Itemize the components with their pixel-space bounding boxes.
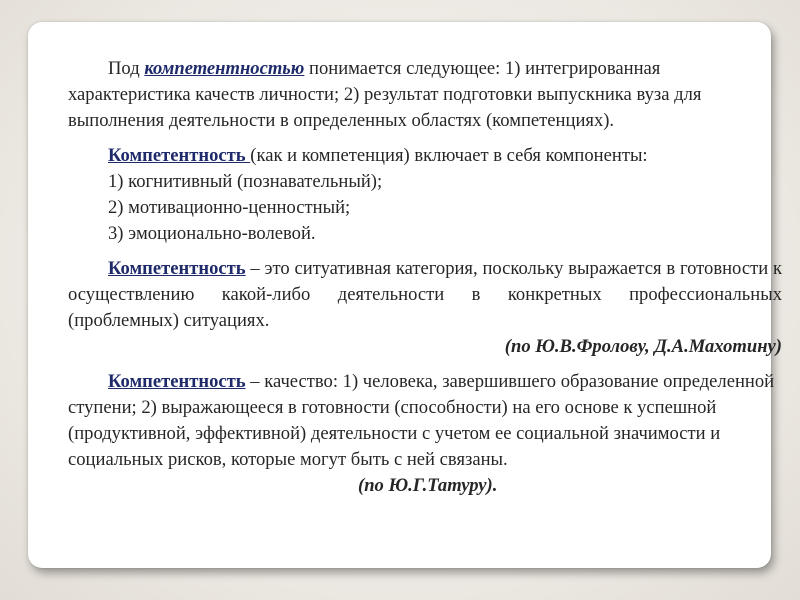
p3-text: – это ситуативная категория, поскольку выражается в готовности к осуществлению какой-либо деятельности в конкретных профессиональных (проблемных) ситуациях. [68, 258, 782, 331]
content-card [28, 22, 782, 568]
definition-paragraph-4 [68, 369, 782, 499]
component-item-3: 3) эмоционально-волевой. [108, 223, 316, 244]
p4-text: – качество: 1) человека, завершившего образование определенной ступени; 2) выражающееся в готовности (способности) на его основе к успешной (продуктивной, эффективной) деятельности с учетом ее социальной значимости и социальных рисков, которые могут быть с ней связаны. [68, 371, 775, 470]
p1-prefix: Под [108, 58, 145, 79]
term-competence-2: Компетентность [108, 145, 251, 166]
component-item-2: 2) мотивационно-ценностный; [108, 197, 351, 218]
definition-paragraph-2 [68, 143, 782, 169]
term-competence-4: Компетентность [108, 371, 246, 392]
definition-paragraph-1 [68, 56, 782, 134]
term-competence-3: Компетентность [108, 258, 246, 279]
p1-text: понимается следующее: 1) интегрированная характеристика качеств личности; 2) результат подготовки выпускника вуза для выполнения деятельности в определенных областях (компетенциях). [68, 58, 702, 131]
term-competence-1: компетентностью [144, 58, 305, 79]
slide-text [68, 56, 782, 499]
component-item-1: 1) когнитивный (познавательный); [108, 171, 383, 192]
source-citation-1: (по Ю.В.Фролову, Д.А.Махотину) [504, 336, 782, 357]
source-citation-2: (по Ю.Г.Татуру). [358, 475, 498, 496]
definition-paragraph-3 [68, 256, 782, 334]
p2-text: (как и компетенция) включает в себя компоненты: [250, 145, 648, 166]
